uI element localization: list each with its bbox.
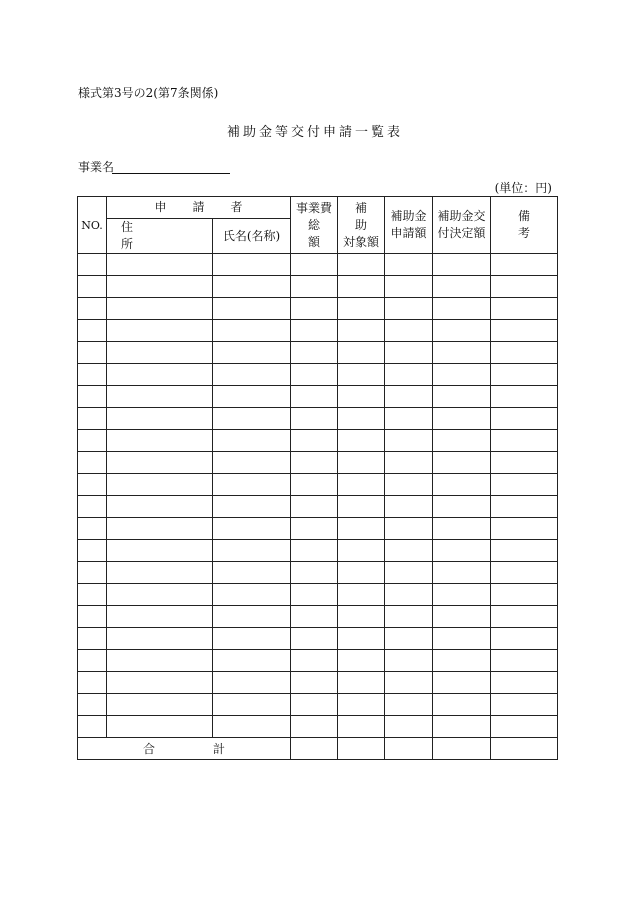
- cell-subsidy-target[interactable]: [338, 562, 385, 584]
- cell-address[interactable]: [107, 562, 213, 584]
- cell-subsidy-request[interactable]: [385, 386, 433, 408]
- table-row: [78, 430, 558, 452]
- business-name-label: 事業名: [78, 160, 115, 174]
- cell-subsidy-request[interactable]: [385, 452, 433, 474]
- table-row: [78, 672, 558, 694]
- cell-name[interactable]: [213, 474, 291, 496]
- cell-address[interactable]: [107, 672, 213, 694]
- cell-no[interactable]: [78, 452, 107, 474]
- cell-no[interactable]: [78, 474, 107, 496]
- cell-subsidy-request[interactable]: [385, 430, 433, 452]
- cell-remarks[interactable]: [491, 298, 558, 320]
- cell-subsidy-decision[interactable]: [433, 474, 491, 496]
- cell-remarks[interactable]: [491, 364, 558, 386]
- cell-name[interactable]: [213, 584, 291, 606]
- header-applicant: 申請者: [107, 197, 291, 219]
- cell-name[interactable]: [213, 276, 291, 298]
- cell-address[interactable]: [107, 342, 213, 364]
- cell-subsidy-decision[interactable]: [433, 430, 491, 452]
- header-subsidy-decision-line1: 補助金交: [437, 209, 486, 223]
- cell-name[interactable]: [213, 716, 291, 738]
- cell-remarks[interactable]: [491, 496, 558, 518]
- cell-subsidy-decision[interactable]: [433, 386, 491, 408]
- cell-remarks[interactable]: [491, 716, 558, 738]
- cell-remarks[interactable]: [491, 584, 558, 606]
- cell-subsidy-target[interactable]: [338, 584, 385, 606]
- cell-subsidy-request[interactable]: [385, 540, 433, 562]
- cell-subsidy-decision[interactable]: [433, 364, 491, 386]
- cell-subsidy-decision[interactable]: [433, 342, 491, 364]
- cell-subsidy-target[interactable]: [338, 320, 385, 342]
- cell-no[interactable]: [78, 496, 107, 518]
- cell-address[interactable]: [107, 364, 213, 386]
- table-row: [78, 540, 558, 562]
- cell-total-cost[interactable]: [291, 474, 338, 496]
- cell-address[interactable]: [107, 584, 213, 606]
- cell-subsidy-decision[interactable]: [433, 716, 491, 738]
- header-subsidy-request: [385, 197, 433, 254]
- cell-subsidy-decision[interactable]: [433, 518, 491, 540]
- cell-subsidy-request[interactable]: [385, 650, 433, 672]
- cell-total-cost[interactable]: [291, 606, 338, 628]
- cell-total-cost[interactable]: [291, 562, 338, 584]
- cell-subsidy-decision[interactable]: [433, 584, 491, 606]
- cell-address[interactable]: [107, 320, 213, 342]
- cell-name[interactable]: [213, 364, 291, 386]
- cell-address[interactable]: [107, 408, 213, 430]
- cell-subsidy-target[interactable]: [338, 716, 385, 738]
- header-remarks: 備考: [491, 197, 558, 254]
- cell-total-cost[interactable]: [291, 650, 338, 672]
- cell-remarks[interactable]: [491, 562, 558, 584]
- table-row: [78, 474, 558, 496]
- cell-subsidy-request[interactable]: [385, 694, 433, 716]
- table-row: [78, 518, 558, 540]
- table-row: [78, 694, 558, 716]
- cell-subsidy-decision[interactable]: [433, 562, 491, 584]
- cell-total-cost[interactable]: [291, 672, 338, 694]
- cell-subsidy-target[interactable]: [338, 254, 385, 276]
- cell-name[interactable]: [213, 518, 291, 540]
- table-row: [78, 650, 558, 672]
- cell-address[interactable]: [107, 386, 213, 408]
- cell-subsidy-decision[interactable]: [433, 606, 491, 628]
- cell-remarks[interactable]: [491, 342, 558, 364]
- total-subsidy-target[interactable]: [338, 738, 385, 760]
- cell-total-cost[interactable]: [291, 694, 338, 716]
- cell-subsidy-request[interactable]: [385, 298, 433, 320]
- cell-subsidy-request[interactable]: [385, 364, 433, 386]
- cell-subsidy-request[interactable]: [385, 408, 433, 430]
- table-row: [78, 342, 558, 364]
- cell-no[interactable]: [78, 364, 107, 386]
- table-row: [78, 606, 558, 628]
- table-row: [78, 408, 558, 430]
- header-total-cost: [291, 197, 338, 254]
- cell-remarks[interactable]: [491, 430, 558, 452]
- cell-subsidy-request[interactable]: [385, 518, 433, 540]
- cell-total-cost[interactable]: [291, 496, 338, 518]
- table-row: [78, 496, 558, 518]
- table-row: [78, 452, 558, 474]
- cell-name[interactable]: [213, 254, 291, 276]
- cell-subsidy-target[interactable]: [338, 386, 385, 408]
- cell-address[interactable]: [107, 650, 213, 672]
- cell-subsidy-decision[interactable]: [433, 298, 491, 320]
- form-number: 様式第3号の2(第7条関係): [78, 86, 219, 100]
- cell-subsidy-decision[interactable]: [433, 496, 491, 518]
- cell-address[interactable]: [107, 628, 213, 650]
- cell-total-cost[interactable]: [291, 716, 338, 738]
- cell-address[interactable]: [107, 518, 213, 540]
- cell-subsidy-request[interactable]: [385, 496, 433, 518]
- cell-subsidy-target[interactable]: [338, 298, 385, 320]
- cell-no[interactable]: [78, 518, 107, 540]
- cell-address[interactable]: [107, 430, 213, 452]
- table-row: [78, 628, 558, 650]
- cell-total-cost[interactable]: [291, 628, 338, 650]
- cell-subsidy-decision[interactable]: [433, 254, 491, 276]
- cell-no[interactable]: [78, 716, 107, 738]
- cell-subsidy-request[interactable]: [385, 606, 433, 628]
- cell-subsidy-request[interactable]: [385, 342, 433, 364]
- cell-address[interactable]: [107, 276, 213, 298]
- cell-address[interactable]: [107, 606, 213, 628]
- table-row: [78, 584, 558, 606]
- cell-remarks[interactable]: [491, 540, 558, 562]
- header-row-1: [78, 197, 558, 219]
- cell-no[interactable]: [78, 584, 107, 606]
- cell-name[interactable]: [213, 650, 291, 672]
- cell-subsidy-decision[interactable]: [433, 628, 491, 650]
- cell-subsidy-target[interactable]: [338, 540, 385, 562]
- header-address: 住所: [107, 219, 213, 254]
- table-row: [78, 254, 558, 276]
- cell-subsidy-decision[interactable]: [433, 672, 491, 694]
- cell-subsidy-decision[interactable]: [433, 540, 491, 562]
- table-row: [78, 386, 558, 408]
- cell-subsidy-target[interactable]: [338, 650, 385, 672]
- cell-subsidy-target[interactable]: [338, 364, 385, 386]
- cell-subsidy-request[interactable]: [385, 320, 433, 342]
- cell-no[interactable]: [78, 430, 107, 452]
- cell-total-cost[interactable]: [291, 298, 338, 320]
- cell-subsidy-request[interactable]: [385, 562, 433, 584]
- cell-subsidy-request[interactable]: [385, 254, 433, 276]
- cell-no[interactable]: [78, 650, 107, 672]
- cell-subsidy-target[interactable]: [338, 606, 385, 628]
- cell-no[interactable]: [78, 320, 107, 342]
- cell-remarks[interactable]: [491, 276, 558, 298]
- cell-name[interactable]: [213, 452, 291, 474]
- table-row: [78, 320, 558, 342]
- cell-total-cost[interactable]: [291, 254, 338, 276]
- table-row: [78, 562, 558, 584]
- header-subsidy-decision-line2: 付決定額: [437, 226, 486, 240]
- cell-total-cost[interactable]: [291, 386, 338, 408]
- cell-address[interactable]: [107, 716, 213, 738]
- cell-address[interactable]: [107, 298, 213, 320]
- cell-subsidy-target[interactable]: [338, 276, 385, 298]
- header-total-cost-line2: 総額: [308, 217, 335, 249]
- cell-subsidy-target[interactable]: [338, 672, 385, 694]
- total-row: [78, 738, 558, 760]
- cell-remarks[interactable]: [491, 628, 558, 650]
- cell-remarks[interactable]: [491, 386, 558, 408]
- cell-remarks[interactable]: [491, 452, 558, 474]
- application-list-table: [77, 196, 558, 760]
- cell-name[interactable]: [213, 694, 291, 716]
- cell-total-cost[interactable]: [291, 452, 338, 474]
- table-row: [78, 364, 558, 386]
- cell-name[interactable]: [213, 430, 291, 452]
- cell-subsidy-request[interactable]: [385, 716, 433, 738]
- cell-no[interactable]: [78, 628, 107, 650]
- cell-subsidy-decision[interactable]: [433, 694, 491, 716]
- cell-remarks[interactable]: [491, 650, 558, 672]
- cell-address[interactable]: [107, 452, 213, 474]
- cell-name[interactable]: [213, 298, 291, 320]
- header-subsidy-request-line2: 申請額: [390, 226, 427, 240]
- cell-no[interactable]: [78, 342, 107, 364]
- header-subsidy-request-line1: 補助金: [390, 209, 427, 223]
- cell-subsidy-decision[interactable]: [433, 276, 491, 298]
- cell-subsidy-target[interactable]: [338, 408, 385, 430]
- header-subsidy-target: [338, 197, 385, 254]
- document-title: 補助金等交付申請一覧表: [226, 125, 403, 140]
- cell-subsidy-target[interactable]: [338, 452, 385, 474]
- cell-name[interactable]: [213, 628, 291, 650]
- total-subsidy-decision[interactable]: [433, 738, 491, 760]
- cell-remarks[interactable]: [491, 672, 558, 694]
- table-row: [78, 276, 558, 298]
- cell-no[interactable]: [78, 276, 107, 298]
- cell-subsidy-request[interactable]: [385, 584, 433, 606]
- cell-no[interactable]: [78, 672, 107, 694]
- cell-name[interactable]: [213, 606, 291, 628]
- unit-label: (単位：円): [494, 181, 552, 195]
- cell-no[interactable]: [78, 694, 107, 716]
- cell-address[interactable]: [107, 474, 213, 496]
- cell-name[interactable]: [213, 342, 291, 364]
- cell-no[interactable]: [78, 540, 107, 562]
- cell-address[interactable]: [107, 694, 213, 716]
- cell-remarks[interactable]: [491, 474, 558, 496]
- cell-no[interactable]: [78, 606, 107, 628]
- cell-remarks[interactable]: [491, 694, 558, 716]
- cell-name[interactable]: [213, 320, 291, 342]
- cell-subsidy-request[interactable]: [385, 672, 433, 694]
- cell-subsidy-target[interactable]: [338, 518, 385, 540]
- cell-total-cost[interactable]: [291, 518, 338, 540]
- cell-name[interactable]: [213, 562, 291, 584]
- header-subsidy-target-line1: 補助: [355, 200, 382, 232]
- cell-total-cost[interactable]: [291, 584, 338, 606]
- cell-total-cost[interactable]: [291, 276, 338, 298]
- cell-subsidy-target[interactable]: [338, 694, 385, 716]
- cell-remarks[interactable]: [491, 254, 558, 276]
- cell-remarks[interactable]: [491, 408, 558, 430]
- cell-no[interactable]: [78, 386, 107, 408]
- header-name: 氏名(名称): [213, 219, 291, 254]
- cell-address[interactable]: [107, 496, 213, 518]
- cell-subsidy-target[interactable]: [338, 474, 385, 496]
- cell-name[interactable]: [213, 386, 291, 408]
- table-row: [78, 716, 558, 738]
- cell-subsidy-target[interactable]: [338, 496, 385, 518]
- header-subsidy-target-line2: 対象額: [343, 234, 380, 249]
- cell-no[interactable]: [78, 254, 107, 276]
- cell-remarks[interactable]: [491, 606, 558, 628]
- cell-subsidy-target[interactable]: [338, 342, 385, 364]
- total-label: 合計: [78, 738, 291, 760]
- cell-subsidy-request[interactable]: [385, 628, 433, 650]
- cell-address[interactable]: [107, 540, 213, 562]
- total-total-cost[interactable]: [291, 738, 338, 760]
- total-remarks[interactable]: [491, 738, 558, 760]
- header-no: NO.: [78, 197, 107, 254]
- cell-subsidy-request[interactable]: [385, 276, 433, 298]
- header-subsidy-decision: [433, 197, 491, 254]
- cell-total-cost[interactable]: [291, 430, 338, 452]
- cell-address[interactable]: [107, 254, 213, 276]
- cell-remarks[interactable]: [491, 518, 558, 540]
- business-name-field[interactable]: [112, 173, 230, 174]
- cell-subsidy-target[interactable]: [338, 628, 385, 650]
- cell-subsidy-decision[interactable]: [433, 320, 491, 342]
- cell-total-cost[interactable]: [291, 540, 338, 562]
- cell-subsidy-decision[interactable]: [433, 650, 491, 672]
- cell-total-cost[interactable]: [291, 342, 338, 364]
- cell-total-cost[interactable]: [291, 364, 338, 386]
- cell-name[interactable]: [213, 540, 291, 562]
- cell-total-cost[interactable]: [291, 408, 338, 430]
- total-subsidy-request[interactable]: [385, 738, 433, 760]
- cell-subsidy-decision[interactable]: [433, 452, 491, 474]
- cell-no[interactable]: [78, 562, 107, 584]
- cell-name[interactable]: [213, 408, 291, 430]
- cell-subsidy-request[interactable]: [385, 474, 433, 496]
- cell-name[interactable]: [213, 672, 291, 694]
- cell-no[interactable]: [78, 298, 107, 320]
- table-row: [78, 298, 558, 320]
- header-total-cost-line1: 事業費: [296, 200, 333, 215]
- cell-remarks[interactable]: [491, 320, 558, 342]
- cell-name[interactable]: [213, 496, 291, 518]
- cell-total-cost[interactable]: [291, 320, 338, 342]
- cell-no[interactable]: [78, 408, 107, 430]
- cell-subsidy-target[interactable]: [338, 430, 385, 452]
- cell-subsidy-decision[interactable]: [433, 408, 491, 430]
